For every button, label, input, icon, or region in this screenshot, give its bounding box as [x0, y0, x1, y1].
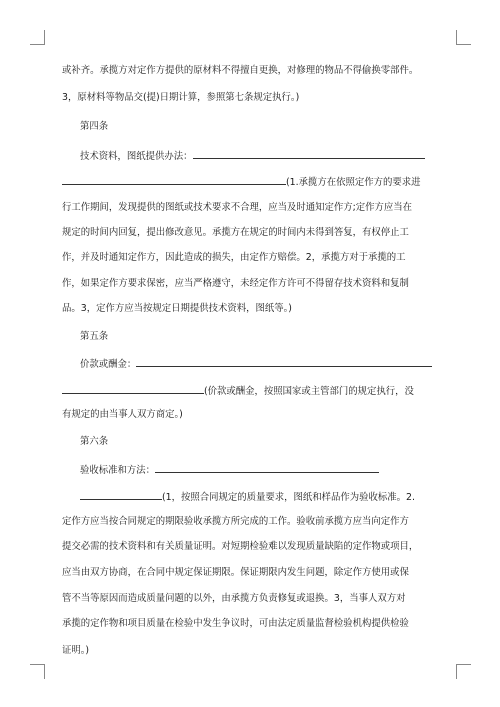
text-line: 应当由双方协商，在合同中规定保证期限。保证期限内发生问题，除定作方使用或保 [62, 567, 409, 578]
section-heading-4: 第四条 [80, 121, 109, 132]
blank-underline [62, 383, 204, 394]
field-label: 技术资料，图纸提供办法： [80, 151, 193, 162]
field-acceptance [80, 462, 379, 476]
text-line: (价款或酬金，按照国家或主管部门的规定执行，没 [62, 383, 414, 397]
blank-underline [62, 174, 286, 185]
crop-mark-bottom-right [456, 664, 471, 679]
text-line: 作，并及时通知定作方，因此造成的损失，由定作方赔偿。2，承揽方对于承揽的工 [62, 252, 406, 263]
blank-underline [136, 356, 432, 367]
text-line: 品。3，定作方应当按规定日期提供技术资料，图纸等。) [62, 303, 292, 314]
text-line: 提交必需的技术资料和有关质量证明。对短期检验难以发现质量缺陷的定作物或项目， [62, 541, 419, 552]
text-line: (1，按照合同规定的质量要求，图纸和样品作为验收标准。2. [80, 489, 415, 503]
blank-underline [193, 148, 425, 159]
text-line: 有规定的由当事人双方商定。) [62, 409, 183, 420]
field-label: 验收标准和方法： [80, 465, 156, 476]
text-line: 行工作期间，发现提供的图纸或技术要求不合理，应当及时通知定作方;定作方应当在 [62, 202, 413, 213]
blank-underline [155, 462, 379, 473]
text-line: 或补齐。承揽方对定作方提供的原材料不得擅自更换，对修理的物品不得偷换零部件。 [62, 65, 419, 76]
field-tech-docs [80, 148, 425, 162]
text-line: 3，原材料等物品交(提)日期计算，参照第七条规定执行。) [62, 92, 300, 103]
crop-mark-top-right [456, 30, 471, 45]
text-line: (1.承揽方在依照定作方的要求进 [62, 174, 420, 188]
section-heading-6: 第六条 [80, 436, 109, 447]
section-heading-5: 第五条 [80, 331, 109, 342]
text-line: 规定的时间内回复，提出修改意见。承揽方在规定的时间内未得到答复，有权停止工 [62, 227, 409, 238]
crop-mark-bottom-left [30, 664, 45, 679]
text-line: 定作方应当按合同规定的期限验收承揽方所完成的工作。验收前承揽方应当向定作方 [62, 516, 409, 527]
field-label: 价款或酬金： [80, 359, 137, 370]
text-line: 证明。) [62, 645, 90, 656]
text-line: 作，如果定作方要求保密，应当严格遵守，未经定作方许可不得留存技术资料和复制 [62, 278, 409, 289]
text-line: 管不当等原因而造成质量问题的以外，由承揽方负责修复或退换。3，当事人双方对 [62, 593, 406, 604]
text-line: 承揽的定作物和项目质量在检验中发生争议时，可由法定质量监督检验机构提供检验 [62, 618, 409, 629]
blank-underline [80, 489, 162, 500]
crop-mark-top-left [30, 30, 45, 45]
field-price [80, 356, 432, 370]
